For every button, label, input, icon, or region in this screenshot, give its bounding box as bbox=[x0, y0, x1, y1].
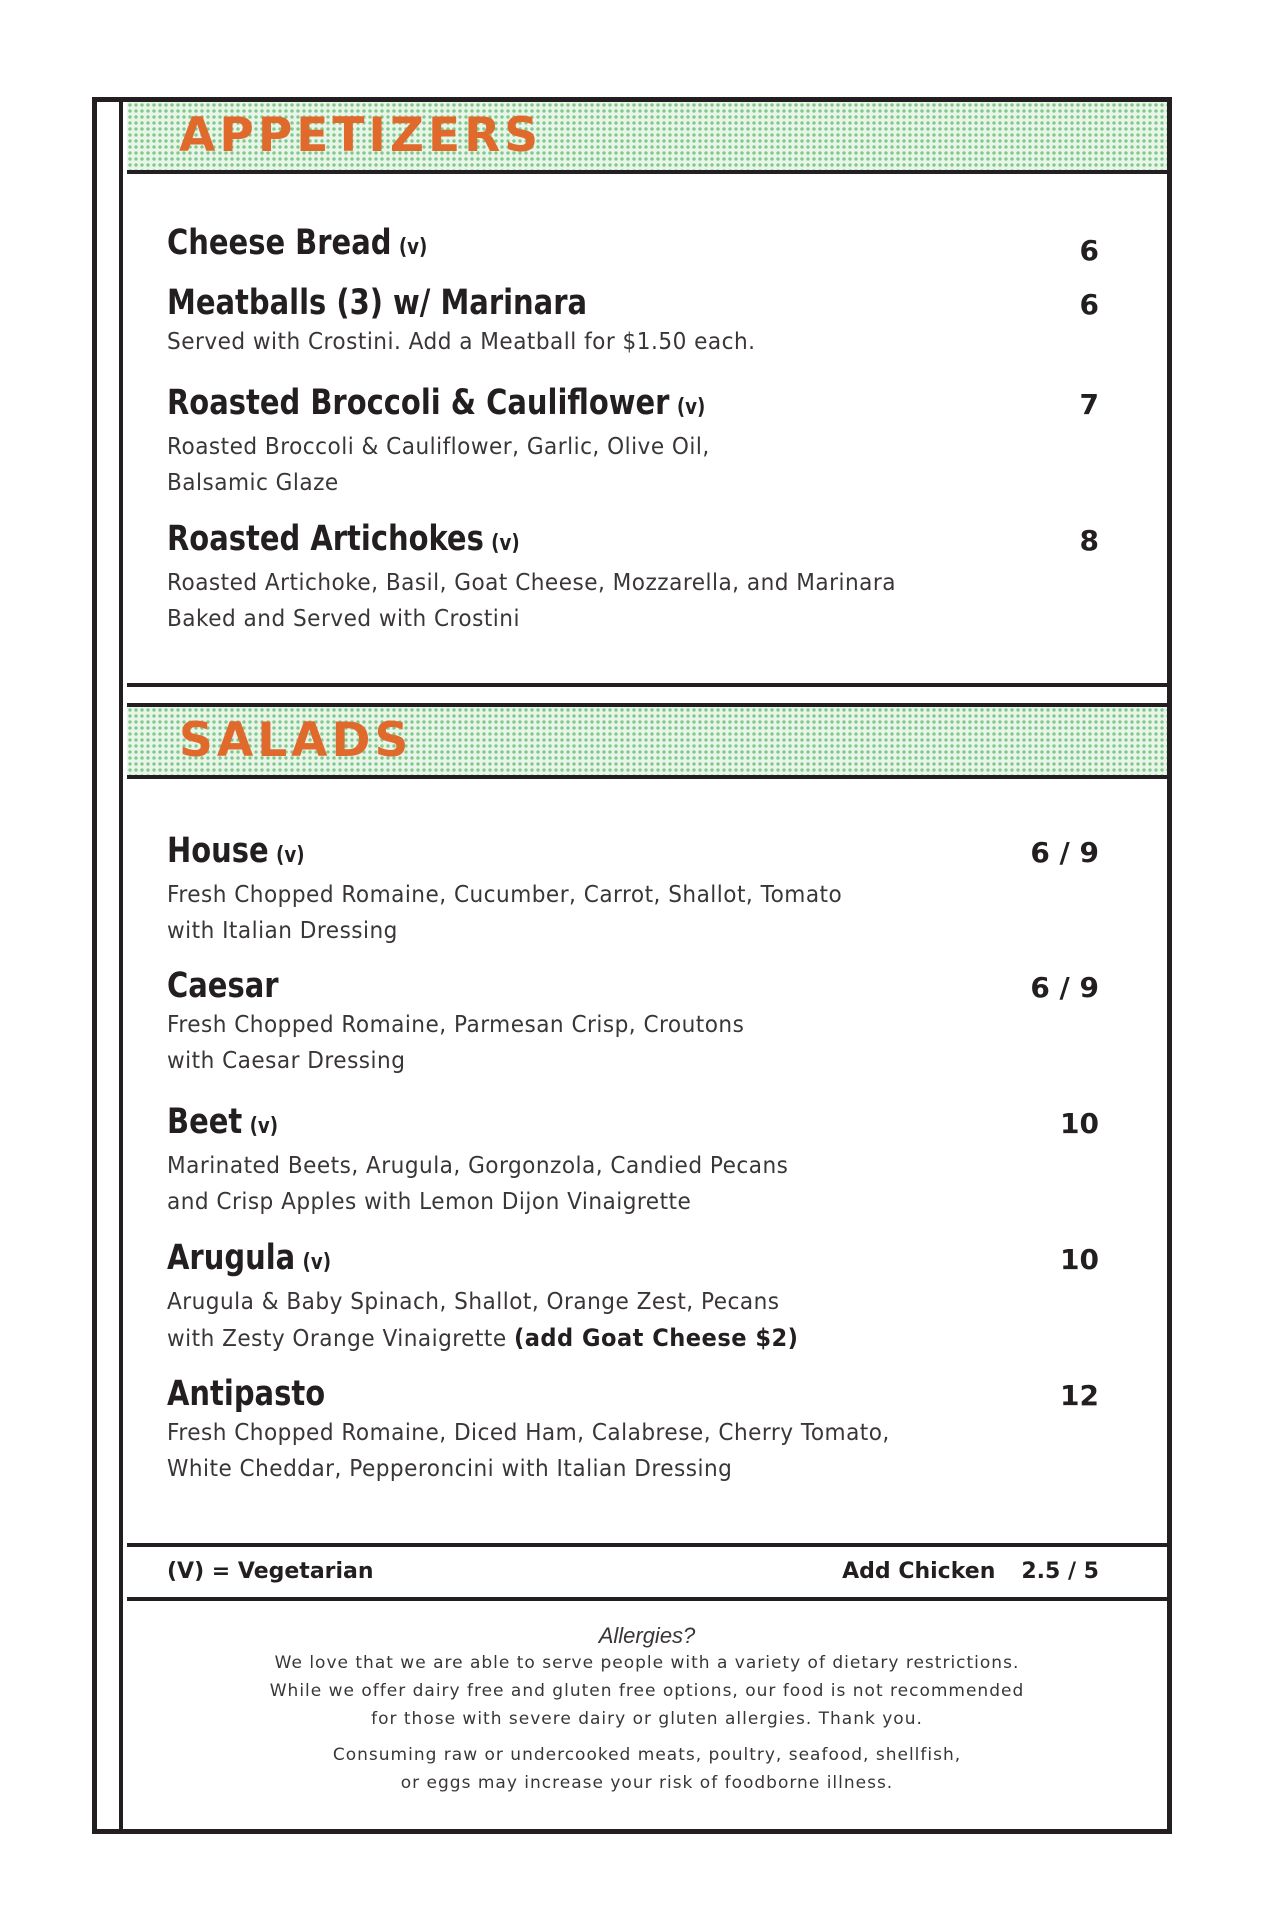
item-description: Balsamic Glaze bbox=[167, 470, 339, 496]
item-price: 6 bbox=[1079, 234, 1099, 267]
allergy-line: for those with severe dairy or gluten allergies. Thank you. bbox=[371, 1709, 923, 1729]
item-name: Roasted Broccoli & Cauliflower (v) bbox=[167, 383, 706, 423]
vegetarian-mark: (v) bbox=[491, 531, 520, 556]
appetizers-section bbox=[127, 102, 1167, 687]
item-price: 6 bbox=[1079, 288, 1099, 321]
menu-item bbox=[167, 1101, 1099, 1237]
menu-item bbox=[167, 382, 1099, 518]
item-description: Baked and Served with Crostini bbox=[167, 606, 520, 632]
vegetarian-mark: (v) bbox=[249, 1114, 279, 1139]
foodborne-warning-line: or eggs may increase your risk of foodborne illness. bbox=[400, 1773, 894, 1793]
item-description: Marinated Beets, Arugula, Gorgonzola, Candied Pecans bbox=[167, 1153, 789, 1179]
item-name: Roasted Artichokes (v) bbox=[167, 519, 520, 559]
menu-item bbox=[167, 965, 1099, 1101]
menu-item bbox=[167, 1237, 1099, 1373]
menu-item bbox=[167, 222, 1099, 282]
item-name: Cheese Bread (v) bbox=[167, 223, 428, 263]
item-price: 8 bbox=[1079, 524, 1099, 557]
salads-section bbox=[127, 703, 1167, 1547]
foodborne-warning-line: Consuming raw or undercooked meats, poultry, seafood, shellfish, bbox=[332, 1745, 962, 1765]
vegetarian-mark: (v) bbox=[276, 843, 305, 868]
salads-title: SALADS bbox=[179, 713, 413, 768]
item-name: Caesar bbox=[167, 966, 279, 1006]
item-description: Arugula & Baby Spinach, Shallot, Orange Zest, Pecans bbox=[167, 1289, 780, 1315]
left-rail bbox=[97, 102, 123, 1829]
add-chicken bbox=[842, 1559, 1099, 1584]
allergy-title: Allergies? bbox=[598, 1623, 696, 1648]
salads-header bbox=[127, 707, 1167, 779]
menu-item bbox=[167, 1373, 1099, 1493]
add-chicken-label: Add Chicken bbox=[842, 1559, 996, 1584]
menu-item bbox=[167, 282, 1099, 382]
appetizers-list bbox=[167, 222, 1099, 638]
allergy-line: We love that we are able to serve people with a variety of dietary restrictions. bbox=[274, 1653, 1020, 1673]
item-description: with Zesty Orange Vinaigrette (add Goat Cheese $2) bbox=[167, 1324, 799, 1352]
item-name: House (v) bbox=[167, 831, 305, 871]
allergy-line: While we offer dairy free and gluten free options, our food is not recommended bbox=[269, 1681, 1025, 1701]
item-price: 7 bbox=[1079, 388, 1099, 421]
menu-item bbox=[167, 518, 1099, 638]
item-price: 12 bbox=[1060, 1379, 1099, 1412]
menu-content bbox=[127, 102, 1167, 1829]
item-description: and Crisp Apples with Lemon Dijon Vinaigrette bbox=[167, 1189, 692, 1215]
allergy-notice bbox=[127, 1605, 1167, 1829]
salads-list bbox=[167, 830, 1099, 1493]
menu-item bbox=[167, 830, 1099, 965]
item-price: 10 bbox=[1060, 1107, 1099, 1140]
item-description: Fresh Chopped Romaine, Diced Ham, Calabrese, Cherry Tomato, bbox=[167, 1420, 890, 1446]
item-name: Arugula (v) bbox=[167, 1238, 332, 1278]
item-description: Served with Crostini. Add a Meatball for $1.50 each. bbox=[167, 329, 756, 355]
appetizers-header bbox=[127, 102, 1167, 174]
notes-bar bbox=[127, 1547, 1167, 1601]
vegetarian-mark: (v) bbox=[302, 1250, 332, 1275]
item-name: Antipasto bbox=[167, 1374, 326, 1414]
menu-frame bbox=[92, 97, 1172, 1834]
item-description: Roasted Artichoke, Basil, Goat Cheese, Mozzarella, and Marinara bbox=[167, 570, 896, 596]
item-description: White Cheddar, Pepperoncini with Italian Dressing bbox=[167, 1456, 733, 1482]
vegetarian-mark: (v) bbox=[398, 235, 428, 260]
vegetarian-key: (V) = Vegetarian bbox=[167, 1559, 374, 1584]
item-description: Fresh Chopped Romaine, Cucumber, Carrot, Shallot, Tomato bbox=[167, 882, 843, 908]
goat-cheese-addon: (add Goat Cheese $2) bbox=[513, 1324, 799, 1352]
item-price: 6 / 9 bbox=[1030, 971, 1099, 1004]
item-price: 10 bbox=[1060, 1243, 1099, 1276]
item-description: with Italian Dressing bbox=[167, 918, 398, 944]
item-description: Fresh Chopped Romaine, Parmesan Crisp, Croutons bbox=[167, 1012, 745, 1038]
item-name: Beet (v) bbox=[167, 1102, 279, 1142]
item-description: Roasted Broccoli & Cauliflower, Garlic, Olive Oil, bbox=[167, 434, 710, 460]
item-price: 6 / 9 bbox=[1030, 836, 1099, 869]
vegetarian-mark: (v) bbox=[676, 395, 706, 420]
add-chicken-price: 2.5 / 5 bbox=[1021, 1559, 1099, 1584]
item-name: Meatballs (3) w/ Marinara bbox=[167, 283, 588, 323]
item-description: with Caesar Dressing bbox=[167, 1048, 406, 1074]
appetizers-title: APPETIZERS bbox=[179, 108, 543, 163]
